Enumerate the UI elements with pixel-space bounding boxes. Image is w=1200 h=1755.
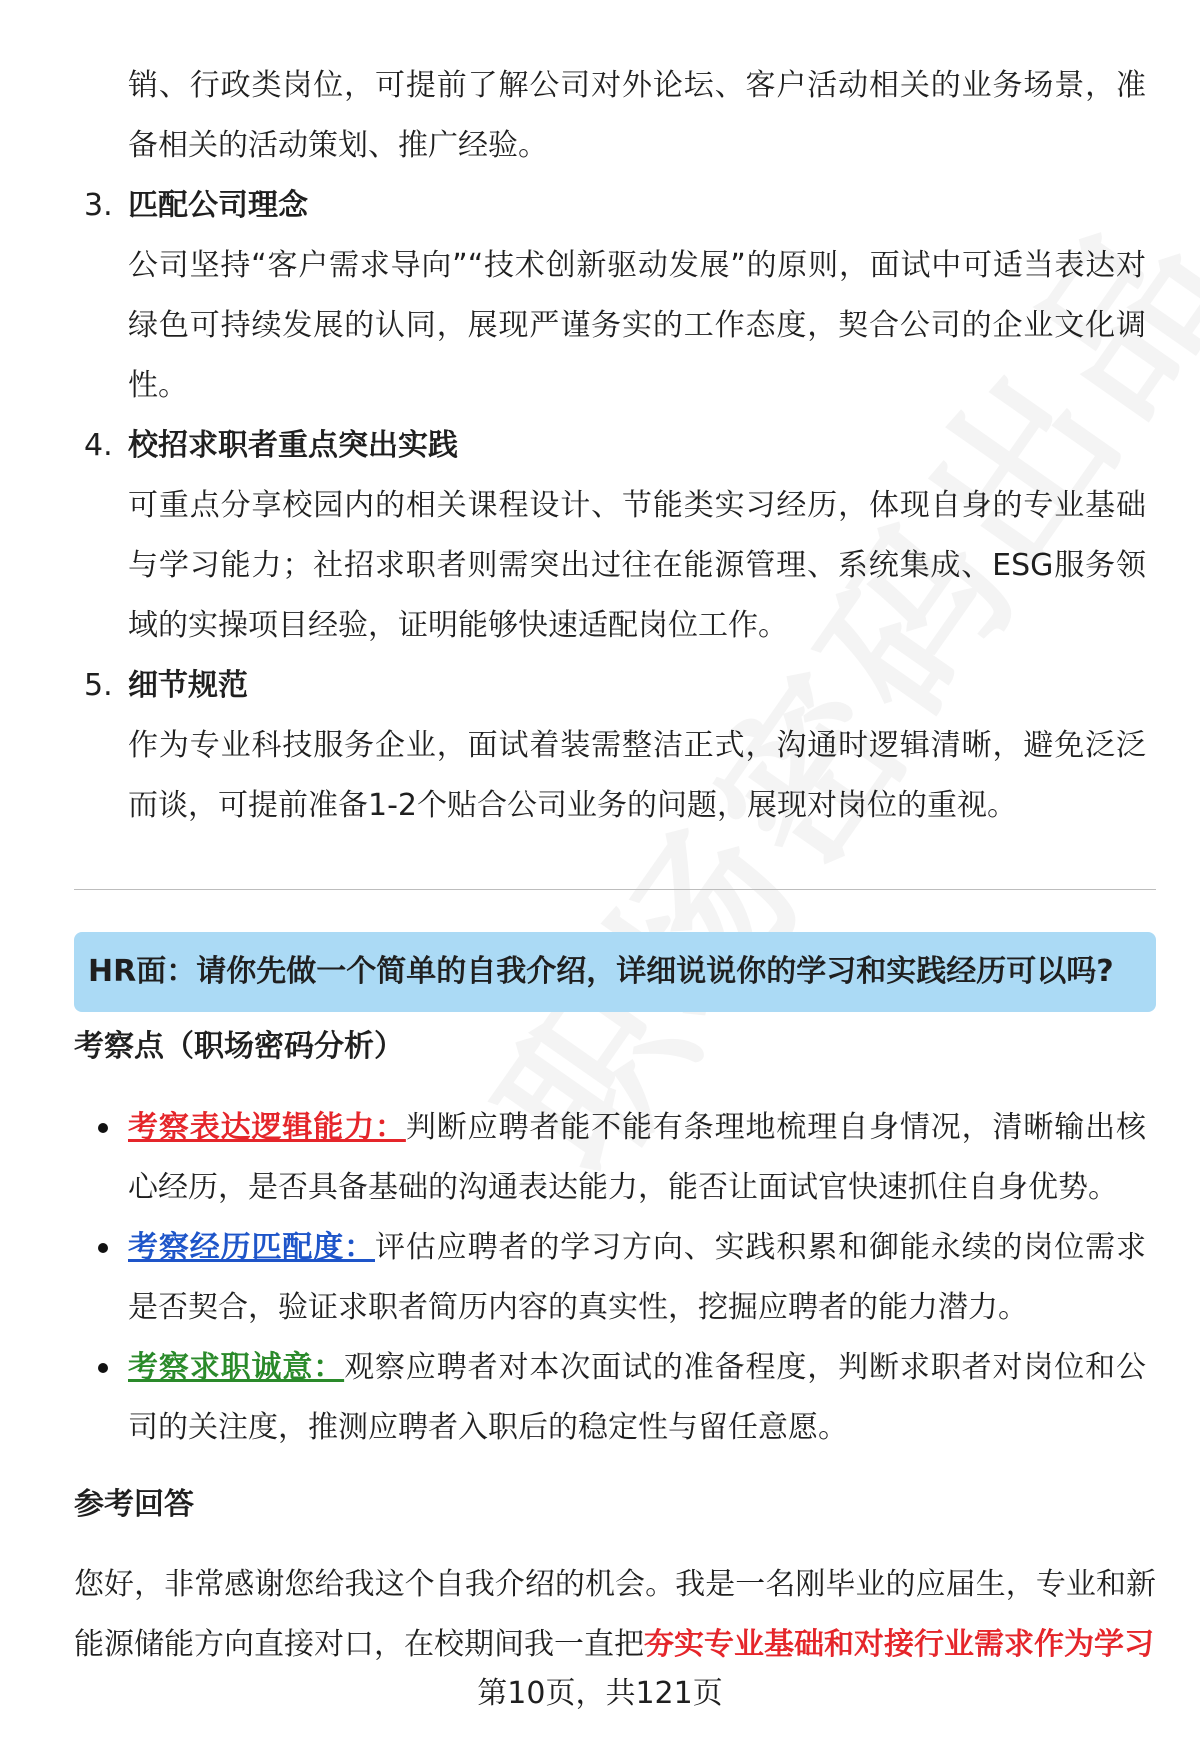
tip-number: 5. <box>84 668 113 703</box>
assessment-keyword: 考察经历匹配度： <box>128 1230 375 1265</box>
tip-body: 作为专业科技服务企业，面试着装需整洁正式，沟通时逻辑清晰，避免泛泛而谈，可提前准备1-2个贴合公司业务的问题，展现对岗位的重视。 <box>128 728 1146 823</box>
tip-title: 匹配公司理念 <box>128 188 308 223</box>
assessment-point <box>128 1218 1146 1338</box>
tip-body: 可重点分享校园内的相关课程设计、节能类实习经历，体现自身的专业基础与学习能力；社招求职者则需突出过往在能源管理、系统集成、ESG服务领域的实操项目经验，证明能够快速适配岗位工作。 <box>128 488 1146 643</box>
page-footer: 第10页，共121页 <box>477 1676 723 1711</box>
reference-answer <box>74 1555 1156 1675</box>
tip-title: 校招求职者重点突出实践 <box>128 428 458 463</box>
assessment-heading: 考察点（职场密码分析） <box>74 1029 404 1064</box>
assessment-text: 判断应聘者能不能有条理地梳理自身情况，清晰输出核心经历，是否具备基础的沟通表达能力，能否让面试官快速抓住自身优势。 <box>128 1110 1146 1205</box>
bullet-dot <box>98 1123 108 1133</box>
answer-highlight: 夯实专业基础和对接行业需求作为学习 <box>644 1627 1154 1662</box>
bullet-dot <box>98 1243 108 1253</box>
bullet-dot <box>98 1363 108 1373</box>
assessment-keyword: 考察表达逻辑能力： <box>128 1110 406 1145</box>
reference-heading: 参考回答 <box>74 1487 194 1522</box>
intro-continuation: 销、行政类岗位，可提前了解公司对外论坛、客户活动相关的业务场景，准备相关的活动策划、推广经验。 <box>128 68 1146 163</box>
tip-body: 公司坚持“客户需求导向”“技术创新驱动发展”的原则，面试中可适当表达对绿色可持续发展的认同，展现严谨务实的工作态度，契合公司的企业文化调性。 <box>128 248 1146 403</box>
assessment-text: 评估应聘者的学习方向、实践积累和御能永续的岗位需求是否契合，验证求职者简历内容的真实性，挖掘应聘者的能力潜力。 <box>128 1230 1146 1325</box>
tip-item-5-heading <box>84 656 248 716</box>
question-callout <box>74 932 1156 1012</box>
assessment-point <box>128 1338 1146 1458</box>
tip-item-3-heading <box>84 176 308 236</box>
tip-number: 4. <box>84 428 113 463</box>
section-divider <box>74 889 1156 890</box>
answer-text: 您好，非常感谢您给我这个自我介绍的机会。我是一名刚毕业的应届生，专业和新能源储能方向直接对口，在校期间我一直把 <box>74 1567 1156 1662</box>
tip-item-4-heading <box>84 416 458 476</box>
tip-number: 3. <box>84 188 113 223</box>
question-text: HR面：请你先做一个简单的自我介绍，详细说说你的学习和实践经历可以吗? <box>88 954 1114 989</box>
assessment-text: 观察应聘者对本次面试的准备程度，判断求职者对岗位和公司的关注度，推测应聘者入职后的稳定性与留任意愿。 <box>128 1350 1146 1445</box>
assessment-point <box>128 1098 1146 1218</box>
tip-title: 细节规范 <box>128 668 248 703</box>
assessment-keyword: 考察求职诚意： <box>128 1350 345 1385</box>
